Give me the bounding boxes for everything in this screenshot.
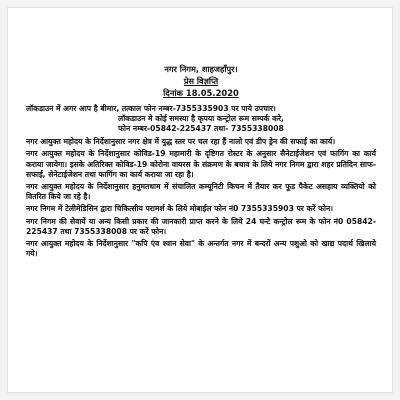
document-date: दिनांक 18.05.2020: [163, 88, 239, 99]
document-title: प्रेस विज्ञप्ति: [183, 76, 219, 87]
paragraph-6: नगर आयुक्त महोदय के निर्देशानुसार "कपि एंव श्वान सेवा" के अन्तर्गत नगर में बन्दरों अन्य पशुओ को खाद्य पदार्थ खिलाये गये।: [26, 239, 376, 259]
document-header: [26, 64, 376, 99]
press-release: [26, 64, 376, 261]
paragraph-5: नगर निगम की सेवायें या अन्य किसी प्रकार की जानकारी प्राप्त करने के लिये 24 घन्टे कन्ट्रोल रूम के फोन नं0 05842-225437 तथा 7355338008 पर करें फोन।: [26, 216, 376, 236]
intro-line-3: फोन नम्बर-05842-225437 तथा- 7355338008: [118, 124, 284, 134]
paragraph-2: नगर आयुक्त महोदय के निर्देशानुसार कोविड-19 महामारी के दृष्टिगत रोस्टर के अनुसार सैनेटाईजेशन एवं फागिंग का कार्य कराया जायेगा। इसके अतिरिक्त कोविड-19 कोरोना वायरस के संक्रमण के बचाव के लिये नगर निगम द्वारा शहर प्रतिदिन साफ-सफाई, सेनेटाईजेशन तथा फागिंग का कार्य कराया जा रहा है।: [26, 149, 376, 179]
intro-block: [26, 104, 376, 135]
paragraph-4: नगर निगम में टेलीमेडिसिन द्वारा चिकित्सीय परामर्श के लिये मोबाईल फोन नं0 7355335903 पर करें फोन।: [26, 204, 334, 214]
document-page: [8, 8, 392, 392]
paragraph-1: नगर आयुक्त महोदय के निर्देशानुसार नगर क्षेत्र में युद्ध स्तर पर चल रहा हैं नालो एवं डीप ड्रेन की सफाई का कार्य।: [26, 137, 336, 147]
intro-line-1: लॉकडाउन में अगर आप है बीमार, तत्काल फोन नम्बर-7355335903 पर पाये उपचार।: [26, 103, 276, 113]
office-name: नगर निगम, शाहजहाँपुर।: [164, 64, 238, 74]
intro-line-2: लॉकडाउन मे कोई समस्या है कृपया कन्ट्रोल रूम सम्पर्क करे,: [118, 113, 284, 123]
paragraph-3: नगर आयुक्त महोदय के निर्देशानुसार हनुमतधाम में संचालित कम्यूनिटी किचन में तैयार कर फूड पैकेट असहाय व्यक्तियो को वितरित किये जा रहे है।: [26, 182, 376, 202]
